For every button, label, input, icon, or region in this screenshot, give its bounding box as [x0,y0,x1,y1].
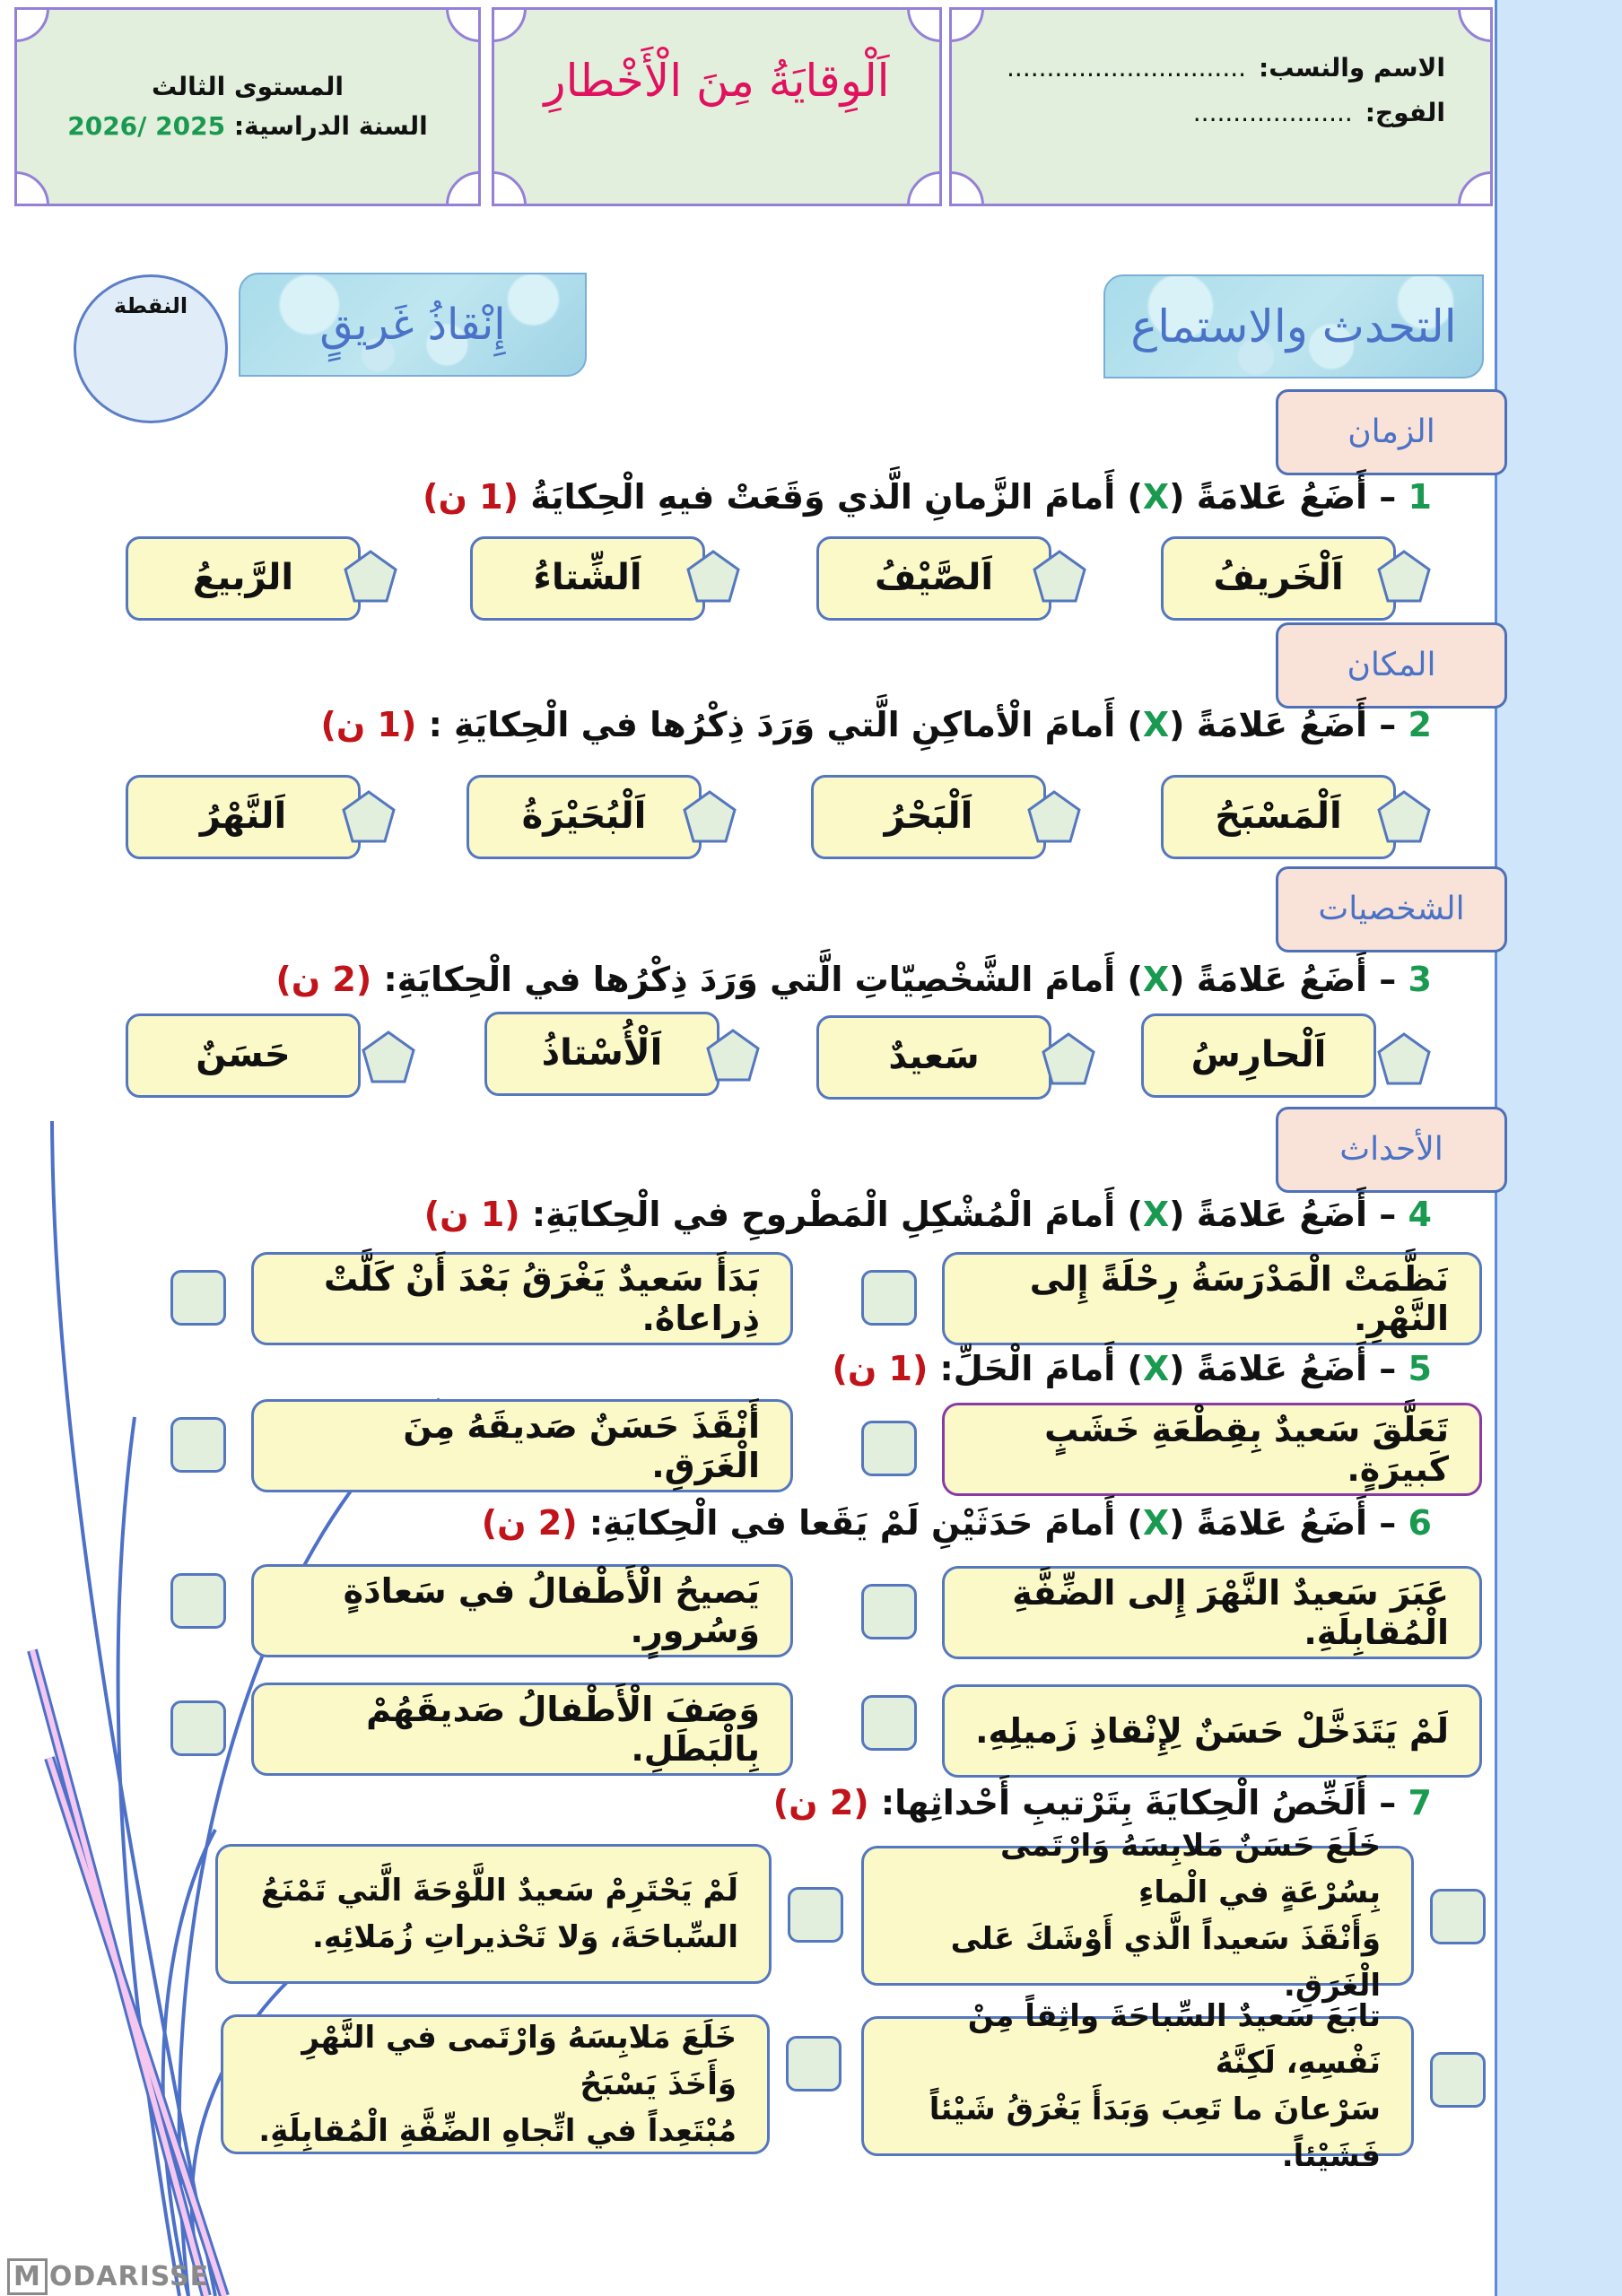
tab-characters: الشخصيات [1276,866,1507,952]
pentagon-checkbox-icon[interactable] [1376,1031,1432,1087]
option-hassan: حَسَنٌ [126,1013,361,1098]
score-label: النقطة [113,293,188,318]
pentagon-checkbox-icon[interactable] [341,789,397,845]
lesson-title-box [492,7,942,206]
question-6: 6 – أَضَعُ عَلامَةً (X) أَمامَ حَدَثَيْنِ لَمْ يَقَعا في الْحِكايَةِ: (2 ن) [481,1503,1432,1543]
tab-place: المكان [1276,622,1507,709]
option-summer: اَلصَّيْفُ [816,536,1051,621]
option-winter: اَلشِّتاءُ [470,536,705,621]
option-spring: الرَّبيعُ [126,536,361,621]
order-number-box[interactable] [1430,2052,1486,2108]
statement-box: تَعَلَّقَ سَعيدٌ بِقِطْعَةِ خَشَبٍ كَبيرَةٍ. [942,1403,1482,1496]
score-circle[interactable] [74,274,228,423]
pentagon-checkbox-icon[interactable] [685,549,741,604]
tab-time: الزمان [1276,389,1507,475]
option-guard: اَلْحارِسُ [1141,1013,1376,1098]
order-number-box[interactable] [788,1887,843,1943]
option-lake: اَلْبُحَيْرَةُ [467,775,702,859]
year-label: السنة الدراسية: [233,111,428,141]
pentagon-checkbox-icon[interactable] [1032,549,1087,604]
option-river: اَلنَّهْرُ [126,775,361,859]
answer-checkbox[interactable] [861,1270,917,1326]
pentagon-checkbox-icon[interactable] [1376,549,1432,604]
answer-checkbox[interactable] [861,1695,917,1751]
page-margin-strip [1495,0,1622,2296]
level-info-box [14,7,481,206]
statement-box: وَصَفَ الْأَطْفالُ صَديقَهُمْ بِالْبَطَلِ. [251,1683,793,1776]
section-title-banner [1103,274,1484,378]
order-number-box[interactable] [1430,1889,1486,1944]
name-field[interactable]: .............................. [1007,53,1247,83]
pentagon-checkbox-icon[interactable] [1026,789,1082,845]
pentagon-checkbox-icon[interactable] [343,549,398,604]
summary-box: تابَعَ سَعيدٌ السِّباحَةَ واثِقاً مِنْ نَفْسِهِ، لَكِنَّهُ سَرْعانَ ما تَعِبَ وَبَدَأَ يَغْرَقُ شَيْئاً فَشَيْئاً. [861,2016,1414,2156]
answer-checkbox[interactable] [861,1421,917,1476]
order-number-box[interactable] [786,2036,842,2092]
question-7: 7 – أَلَخِّصُ الْحِكايَةَ بِتَرْتيبِ أَحْداثِها: (2 ن) [772,1783,1432,1822]
level-text: المستوى الثالث [152,72,344,101]
answer-checkbox[interactable] [170,1417,226,1473]
lesson-title: اَلْوِقايَةُ مِنَ الْأَخْطارِ [544,55,890,107]
year-value: 2025 /2026 [67,111,226,141]
tab-events: الأحداث [1276,1107,1507,1193]
summary-box: لَمْ يَحْتَرِمْ سَعيدٌ اللَّوْحَةَ الَّتي تَمْنَعُ السِّباحَةَ، وَلا تَحْذيراتِ زُمَلائِهِ. [215,1844,772,1984]
group-label: الفوج: [1365,98,1445,127]
modarisse-logo: M ODARISSE [7,2258,209,2295]
question-1: 1 – أَضَعُ عَلامَةً (X) أَمامَ الزَّمانِ الَّذي وَقَعَتْ فيهِ الْحِكايَةُ (1 ن) [423,477,1432,517]
story-title: إِنْقاذُ غَريقٍ [319,300,506,350]
option-autumn: اَلْخَريفُ [1161,536,1396,621]
summary-box: خَلَعَ حَسَنٌ مَلابِسَهُ وَارْتَمى بِسُرْعَةٍ في الْماءِ وَأَنْقَذَ سَعيداً الَّذي أَوْشَكَ عَلى الْغَرَقِ. [861,1846,1414,1986]
summary-box: خَلَعَ مَلابِسَهُ وَارْتَمى في النَّهْرِ وَأَخَذَ يَسْبَحُ مُبْتَعِداً في اتِّجاهِ الضِّفَّةِ الْمُقابِلَةِ. [221,2014,770,2154]
pentagon-checkbox-icon[interactable] [682,789,737,845]
pentagon-checkbox-icon[interactable] [705,1028,761,1083]
question-2: 2 – أَضَعُ عَلامَةً (X) أَمامَ الْأماكِنِ الَّتي وَرَدَ ذِكْرُها في الْحِكايَةِ : (1 ن) [320,705,1432,744]
question-3: 3 – أَضَعُ عَلامَةً (X) أَمامَ الشَّخْصِيّاتِ الَّتي وَرَدَ ذِكْرُها في الْحِكايَةِ: (2 ن) [275,960,1432,999]
answer-checkbox[interactable] [170,1573,226,1629]
question-4: 4 – أَضَعُ عَلامَةً (X) أَمامَ الْمُشْكِلِ الْمَطْروحِ في الْحِكايَةِ: (1 ن) [423,1195,1432,1234]
answer-checkbox[interactable] [170,1700,226,1756]
question-5: 5 – أَضَعُ عَلامَةً (X) أَمامَ الْحَلِّ: (1 ن) [832,1349,1432,1388]
logo-mark-icon: M [7,2258,48,2295]
pentagon-checkbox-icon[interactable] [361,1030,416,1085]
option-pool: اَلْمَسْبَحُ [1161,775,1396,859]
story-title-banner [239,273,587,377]
option-sea: اَلْبَحْرُ [811,775,1046,859]
group-field[interactable]: .................... [1192,98,1353,127]
student-info-box [949,7,1493,206]
statement-box: لَمْ يَتَدَخَّلْ حَسَنٌ لِإِنْقاذِ زَميلِهِ. [942,1684,1482,1778]
statement-box: عَبَرَ سَعيدٌ النَّهْرَ إِلى الضِّفَّةِ الْمُقابِلَةِ. [942,1566,1482,1659]
pentagon-checkbox-icon[interactable] [1376,789,1432,845]
pentagon-checkbox-icon[interactable] [1041,1031,1096,1087]
statement-box: نَظَّمَتْ الْمَدْرَسَةُ رِحْلَةً إِلى النَّهْرِ. [942,1252,1482,1345]
statement-box: بَدَأَ سَعيدٌ يَغْرَقُ بَعْدَ أَنْ كَلَّتْ ذِراعاهُ. [251,1252,793,1345]
answer-checkbox[interactable] [170,1270,226,1326]
statement-box: أَنْقَذَ حَسَنٌ صَديقَهُ مِنَ الْغَرَقِ. [251,1399,793,1492]
section-title: التحدث والاستماع [1130,300,1457,352]
option-saeed: سَعيدٌ [816,1015,1051,1100]
option-teacher: اَلْأُسْتاذُ [484,1012,719,1096]
answer-checkbox[interactable] [861,1584,917,1639]
name-label: الاسم والنسب: [1259,53,1445,83]
statement-box: يَصيحُ الْأَطْفالُ في سَعادَةٍ وَسُرورٍ. [251,1564,793,1657]
